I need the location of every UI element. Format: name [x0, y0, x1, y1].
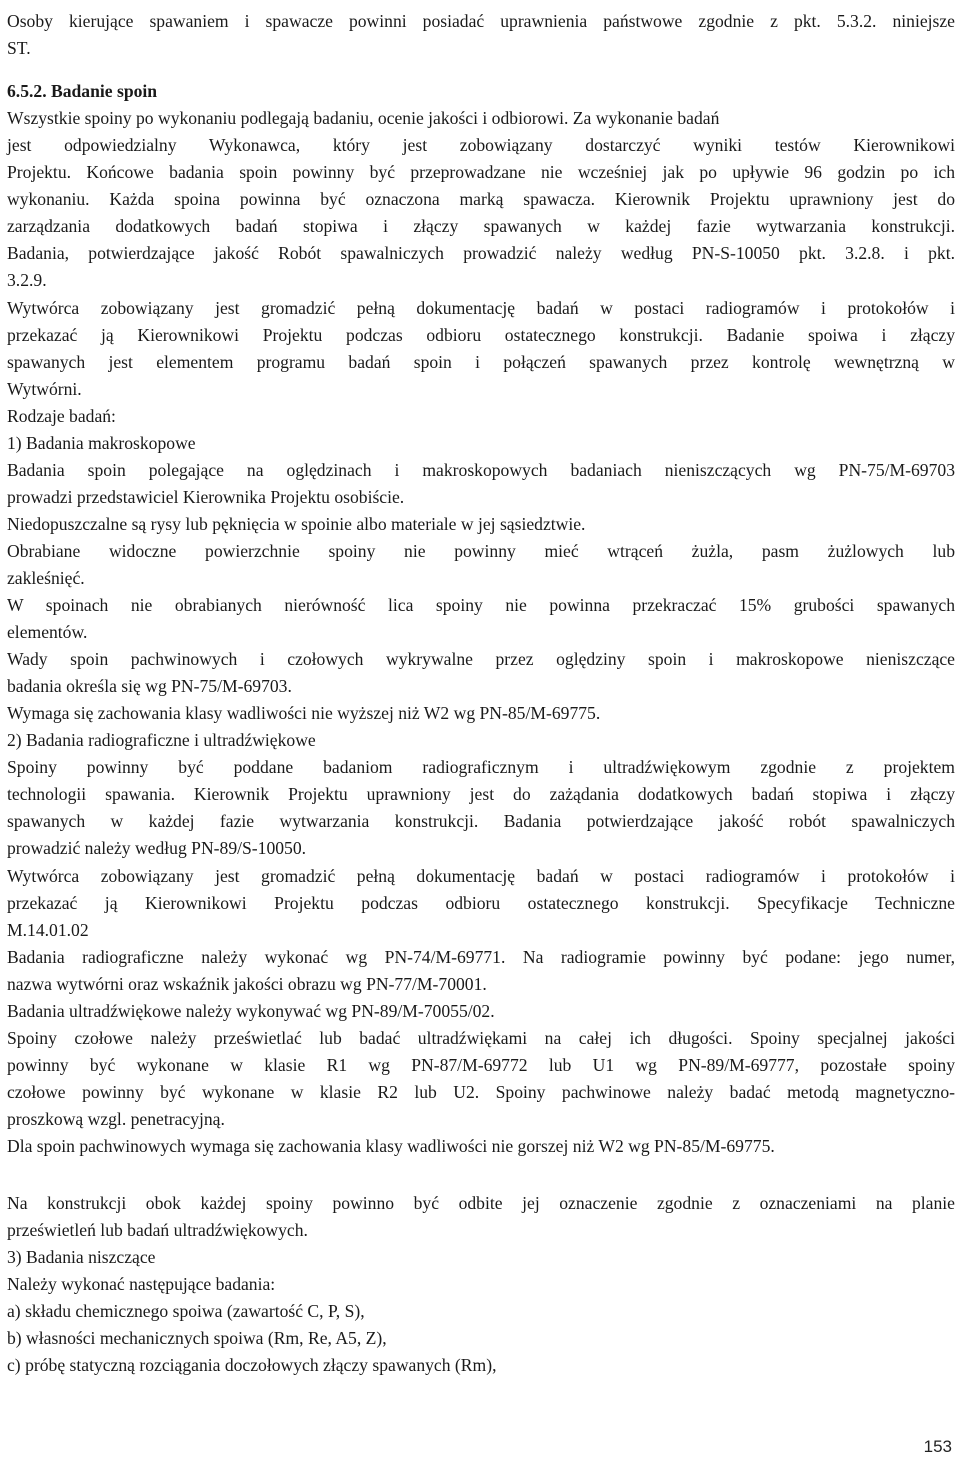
list-heading: 3) Badania niszczące	[7, 1247, 156, 1267]
text-line: zarządzania dodatkowych badań stopiwa i złączy spawanych w każdej fazie wytwarzania konstrukcji.	[7, 216, 955, 236]
text-line: Wady spoin pachwinowych i czołowych wykrywalne przez oględziny spoin i makroskopowe nieniszczące	[7, 649, 955, 669]
section-heading: 6.5.2. Badanie spoin	[7, 81, 158, 101]
text-line: Rodzaje badań:	[7, 406, 116, 426]
text-line: Badania, potwierdzające jakość Robót spawalniczych prowadzić należy według PN-S-10050 pkt. 3.2.8. i pkt.	[7, 243, 955, 263]
text-line: Wytwórca zobowiązany jest gromadzić pełną dokumentację badań w postaci radiogramów i protokołów i	[7, 866, 955, 886]
text-line: prześwietleń lub badań ultradźwiękowych.	[7, 1220, 308, 1240]
text-line: Na konstrukcji obok każdej spoiny powinno być odbite jej oznaczenie zgodnie z oznaczeniami na planie	[7, 1193, 955, 1213]
text-line: przekazać ją Kierownikowi Projektu podczas odbioru ostatecznego konstrukcji. Badanie spoiwa i złączy	[7, 325, 955, 345]
text-line: przekazać ją Kierownikowi Projektu podczas odbioru ostatecznego konstrukcji. Specyfikacje Techniczne	[7, 893, 955, 913]
text-line: Obrabiane widoczne powierzchnie spoiny nie powinny mieć wtrąceń żużla, pasm żużlowych lub	[7, 541, 955, 561]
text-line: czołowe powinny być wykonane w klasie R2 lub U2. Spoiny pachwinowe należy badać metodą magnetyczno-	[7, 1082, 955, 1102]
text-line: technologii spawania. Kierownik Projektu uprawniony jest do zażądania dodatkowych badań stopiwa i złączy	[7, 784, 955, 804]
text-line: elementów.	[7, 622, 88, 642]
text-line: prowadzić należy według PN-89/S-10050.	[7, 838, 307, 858]
list-item: a) składu chemicznego spoiwa (zawartość C, P, S),	[7, 1301, 365, 1321]
text-line: spawanych jest elementem programu badań spoin i połączeń spawanych przez kontrolę wewnętrzną w	[7, 352, 955, 372]
text-line: badania określa się wg PN-75/M-69703.	[7, 676, 292, 696]
text-line: Osoby kierujące spawaniem i spawacze powinni posiadać uprawnienia państwowe zgodnie z pkt. 5.3.2. niniejsze	[7, 11, 955, 31]
text-line: Spoiny powinny być poddane badaniom radiograficznym i ultradźwiękowym zgodnie z projektem	[7, 757, 955, 777]
text-line: Wszystkie spoiny po wykonaniu podlegają badaniu, ocenie jakości i odbiorowi. Za wykonanie badań	[7, 108, 720, 128]
text-line: zakleśnięć.	[7, 568, 85, 588]
text-line: Spoiny czołowe należy prześwietlać lub badać ultradźwiękami na całej ich długości. Spoiny specjalnej jakości	[7, 1028, 955, 1048]
text-line: Wytwórni.	[7, 379, 82, 399]
page-number: 153	[923, 1437, 952, 1456]
text-line: M.14.01.02	[7, 920, 89, 940]
text-line: jest odpowiedzialny Wykonawca, który jest zobowiązany dostarczyć wyniki testów Kierownikowi	[7, 135, 955, 155]
text-line: 3.2.9.	[7, 270, 47, 290]
text-line: prowadzi przedstawiciel Kierownika Projektu osobiście.	[7, 487, 405, 507]
text-line: Wymaga się zachowania klasy wadliwości nie wyższej niż W2 wg PN-85/M-69775.	[7, 703, 601, 723]
text-line: Projektu. Końcowe badania spoin powinny być przeprowadzane nie wcześniej jak po upływie 96 godzin po ich	[7, 162, 955, 182]
list-item: c) próbę statyczną rozciągania doczołowych złączy spawanych (Rm),	[7, 1355, 497, 1375]
text-line: W spoinach nie obrabianych nierówność lica spoiny nie powinna przekraczać 15% grubości spawanych	[7, 595, 955, 615]
text-line: Niedopuszczalne są rysy lub pęknięcia w spoinie albo materiale w jej sąsiedztwie.	[7, 514, 586, 534]
text-line: Dla spoin pachwinowych wymaga się zachowania klasy wadliwości nie gorszej niż W2 wg PN-85/M-69775.	[7, 1136, 775, 1156]
list-heading: 2) Badania radiograficzne i ultradźwiękowe	[7, 730, 316, 750]
text-line: Badania ultradźwiękowe należy wykonywać wg PN-89/M-70055/02.	[7, 1001, 495, 1021]
text-line: Badania radiograficzne należy wykonać wg PN-74/M-69771. Na radiogramie powinny być podane: jego numer,	[7, 947, 955, 967]
text-line: proszkową wzgl. penetracyjną.	[7, 1109, 225, 1129]
list-item: b) własności mechanicznych spoiwa (Rm, Re, A5, Z),	[7, 1328, 387, 1348]
text-line: spawanych w każdej fazie wytwarzania konstrukcji. Badania potwierdzające jakość robót spawalniczych	[7, 811, 955, 831]
text-line: wykonaniu. Każda spoina powinna być oznaczona marką spawacza. Kierownik Projektu uprawniony jest do	[7, 189, 955, 209]
text-line: ST.	[7, 38, 31, 58]
text-line: Badania spoin polegające na oględzinach i makroskopowych badaniach nieniszczących wg PN-75/M-69703	[7, 460, 955, 480]
text-line: Należy wykonać następujące badania:	[7, 1274, 276, 1294]
text-line: powinny być wykonane w klasie R1 wg PN-87/M-69772 lub U1 wg PN-89/M-69777, pozostałe spoiny	[7, 1055, 955, 1075]
list-heading: 1) Badania makroskopowe	[7, 433, 196, 453]
text-line: nazwa wytwórni oraz wskaźnik jakości obrazu wg PN-77/M-70001.	[7, 974, 487, 994]
text-line: Wytwórca zobowiązany jest gromadzić pełną dokumentację badań w postaci radiogramów i protokołów i	[7, 298, 955, 318]
